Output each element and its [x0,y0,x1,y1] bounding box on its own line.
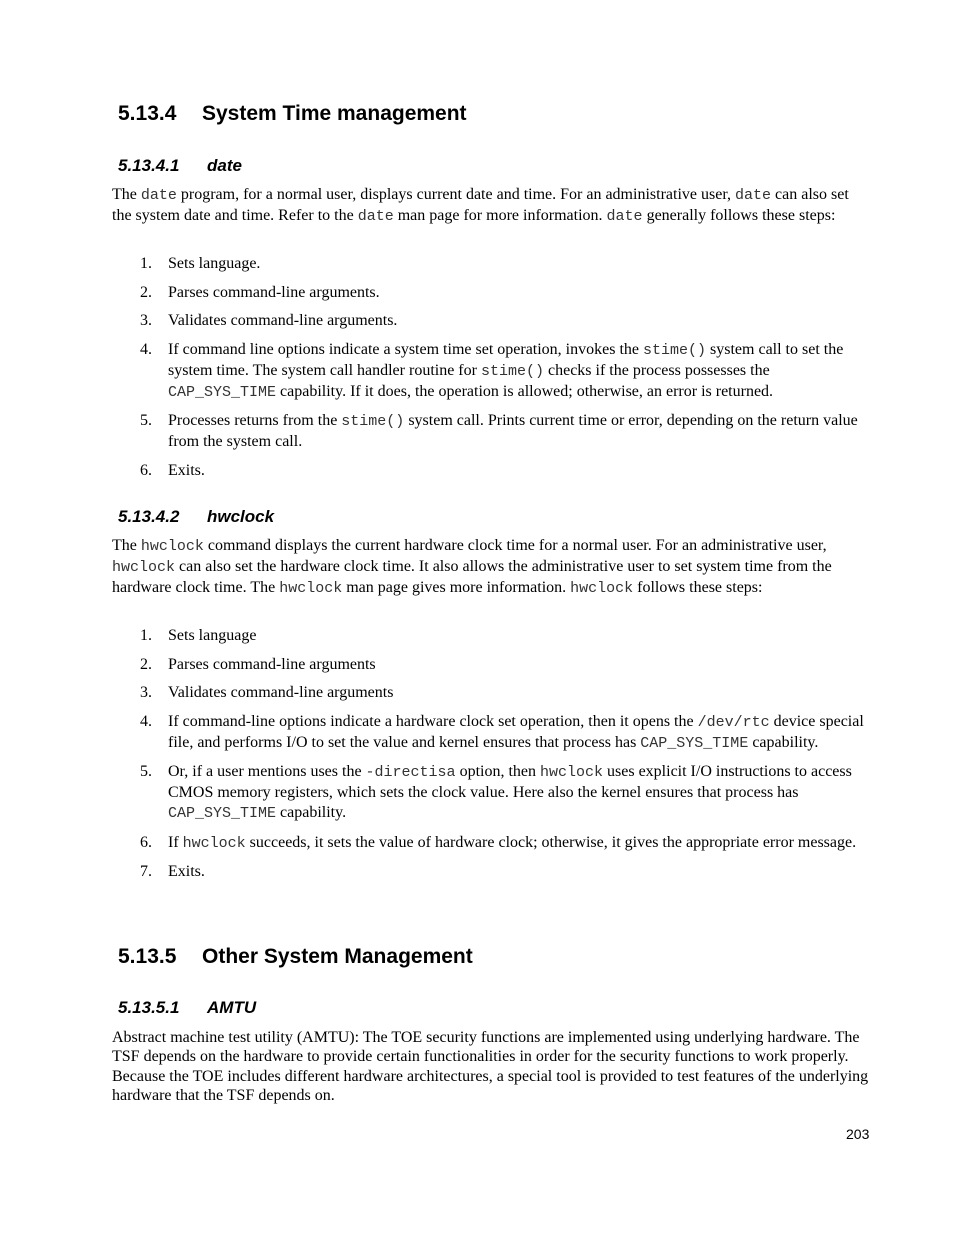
inline-code: date [735,187,772,204]
inline-code: hwclock [570,580,634,597]
list-item-number: 5. [140,412,152,429]
inline-code: /dev/rtc [697,713,770,731]
list-item: 2. Parses command-line arguments. [140,283,380,301]
subsection-heading-amtu [118,998,256,1018]
subsection-title: AMTU [207,998,257,1017]
page-number: 203 [846,1126,870,1142]
date-steps-list [112,254,870,489]
inline-code: date [357,208,394,225]
list-item-number: 3. [140,312,152,329]
inline-code: -directisa [365,764,456,781]
hwclock-steps-list [112,626,870,891]
list-item: 3. Validates command-line arguments. [140,312,398,329]
inline-code: stime() [341,413,405,430]
hwclock-intro-paragraph: The hwclock command displays the current hardware clock time for a normal user. For an administrative user, hwclock can also set the hardware clock time. It also allows the administrative user to set system time from the hardware clock time. The hwclock man page gives more information. hwclock follows these steps: [112,537,832,597]
list-item: 4. If command line options indicate a system time set operation, invokes the stime() system call to set the system time. The system call handler routine for stime() checks if the process possesses the CAP_SYS_TIME capability. If it does, the operation is allowed; otherwise, an error is returned. [140,340,844,401]
inline-code: stime() [643,341,707,359]
list-item-number: 6. [140,461,152,479]
subsection-number: 5.13.4.1 [118,156,180,175]
inline-code: hwclock [182,834,246,852]
section-title: System Time management [202,102,467,125]
list-item: 7. Exits. [140,863,205,880]
list-item-number: 2. [140,283,152,301]
section-number: 5.13.4 [118,102,177,125]
section-heading-5-13-5 [118,945,473,969]
list-item-number: 1. [140,255,152,272]
list-item-number: 1. [140,627,152,644]
list-item: 1. Sets language [140,627,257,644]
list-item-number: 2. [140,655,152,673]
section-heading-5-13-4 [118,102,467,126]
list-item: 2. Parses command-line arguments [140,655,376,673]
date-intro-paragraph: The date program, for a normal user, displays current date and time. For an administrative user, date can also set the system date and time. Refer to the date man page for more information. date generally follows these steps: [112,186,849,225]
inline-code: hwclock [140,538,204,555]
subsection-number: 5.13.5.1 [118,998,180,1017]
inline-code: stime() [480,362,544,380]
inline-code: hwclock [112,559,176,576]
list-item-number: 4. [140,712,152,730]
section-title: Other System Management [202,945,473,968]
inline-code: CAP_SYS_TIME [168,383,277,401]
subsection-number: 5.13.4.2 [118,507,180,526]
list-item: 5. Or, if a user mentions uses the -directisa option, then hwclock uses explicit I/O instructions to access CMOS memory registers, which sets the clock value. Here also the kernel ensures that process has CAP_SYS_TIME capability. [140,763,852,822]
list-item: 3. Validates command-line arguments [140,684,394,701]
subsection-title: date [207,156,242,175]
subsection-heading-date [118,156,242,176]
inline-code: hwclock [540,764,604,781]
amtu-paragraph: Abstract machine test utility (AMTU): The TOE security functions are implemented using underlying hardware. The TSF depends on the hardware to provide certain functionalities in order for the security functions to work properly. Because the TOE includes different hardware architectures, a special tool is provided to test features of the underlying hardware that the TSF depends on. [112,1029,869,1104]
list-item-number: 4. [140,340,152,358]
subsection-title: hwclock [207,507,275,526]
list-item: 1. Sets language. [140,255,261,272]
list-item: 5. Processes returns from the stime() system call. Prints current time or error, depending on the return value from the system call. [140,412,858,450]
section-number: 5.13.5 [118,945,177,968]
inline-code: CAP_SYS_TIME [168,805,277,822]
inline-code: hwclock [279,580,343,597]
inline-code: CAP_SYS_TIME [640,734,749,752]
list-item-number: 6. [140,833,152,851]
list-item: 4. If command-line options indicate a hardware clock set operation, then it opens the /dev/rtc device special file, and performs I/O to set the value and kernel ensures that process has CAP_SYS_TIME capability. [140,712,864,752]
list-item-number: 7. [140,863,152,880]
subsection-heading-hwclock [118,507,274,527]
inline-code: date [140,187,177,204]
list-item: 6. If hwclock succeeds, it sets the value of hardware clock; otherwise, it gives the appropriate error message. [140,833,857,852]
list-item-number: 3. [140,684,152,701]
inline-code: date [606,208,643,225]
list-item-number: 5. [140,763,152,780]
list-item: 6. Exits. [140,461,205,479]
